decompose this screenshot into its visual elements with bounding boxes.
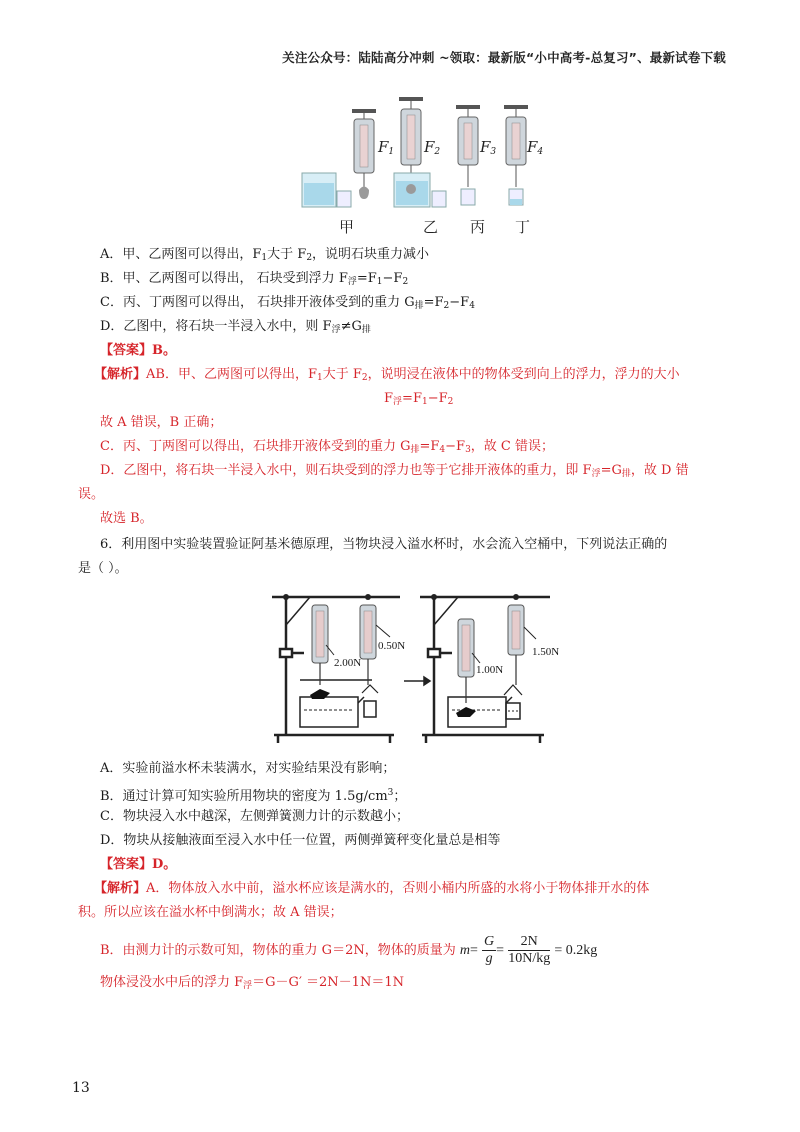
meter-label-f4: $F_4$ xyxy=(527,138,544,157)
apparatus-before xyxy=(272,597,400,743)
meter-label-f3: $F_3$ xyxy=(480,138,497,157)
q5-analysis-formula: $F_浮=F_1-F_2$ xyxy=(384,391,454,407)
q6-analysis-line-1: 【解析】A．物体放入水中前，溢水杯应该是满水的，否则小桶内所盛的水将小于物体排开水的体 xyxy=(94,881,650,896)
scale-bing xyxy=(456,105,480,205)
meter-label-f2: $F_2$ xyxy=(424,138,441,157)
q6-option-c: C．物块浸入水中越深，左侧弹簧测力计的示数越小； xyxy=(100,809,409,824)
q5-option-b: B．甲、乙两图可以得出， 石块受到浮力 $F_浮=F_1-F_2$ xyxy=(100,271,409,287)
q6-stem-line-1: 6．利用图中实验装置验证阿基米德原理，当物块浸入溢水杯时，水会流入空桶中，下列说法正确的 xyxy=(100,537,668,552)
apparatus-before-scales xyxy=(283,594,376,699)
page-header: 关注公众号：陆陆高分冲刺 ~领取：最新版“小中高考-总复习”、最新试卷下载 xyxy=(282,50,726,65)
fraction-g-over-g: $\frac{G}{g}$ xyxy=(484,934,495,966)
q5-analysis-line-6: 误。 xyxy=(78,487,105,502)
q6-analysis-line-3: B．由测力计的示数可知，物体的重力 G＝2N，物体的质量为 m= $\frac{G}{g}$ = $\frac{2N}{10N/kg}$ = 0.2kg xyxy=(100,934,598,966)
q6-option-a: A．实验前溢水杯未装满水，对实验结果没有影响； xyxy=(100,761,396,776)
q5-analysis-line-5: D．乙图中，将石块一半浸入水中，则石块受到的浮力也等于它排开液体的重力，即 $F_浮=G_排$，故 D 错 xyxy=(100,463,689,479)
q5-analysis-line-1: 【解析】AB．甲、乙两图可以得出，$F_1$大于 $F_2$，说明浸在液体中的物体受到向上的浮力，浮力的大小 xyxy=(94,367,680,383)
reading-1-50n: 1.50N xyxy=(532,646,560,658)
meter-label-f1: $F_1$ xyxy=(378,138,395,157)
scale-jia xyxy=(302,109,376,207)
q5-conclusion: 故选 B。 xyxy=(100,511,153,526)
q6-analysis-line-4: 物体浸没水中后的浮力 $F_浮=G-G' =2N-1N=1N$ xyxy=(100,975,404,991)
q5-option-a: A．甲、乙两图可以得出，$F_1$大于 $F_2$，说明石块重力减小 xyxy=(100,247,430,263)
figure-label-yi: 乙 xyxy=(423,218,439,236)
fraction-2n-over-10n: $\frac{2N}{10N/kg}$ xyxy=(508,934,551,966)
q6-option-d: D．物块从接触液面至浸入水中任一位置，两侧弹簧秤变化量总是相等 xyxy=(100,833,501,848)
q5-option-c: C．丙、丁两图可以得出， 石块排开液体受到的重力 $G_排=F_2-F_4$ xyxy=(100,295,475,311)
q6-answer: 【答案】D。 xyxy=(100,857,177,872)
archimedes-apparatus-figure xyxy=(264,585,574,750)
page-number: 13 xyxy=(72,1080,90,1096)
q5-analysis-line-3: 故 A 错误，B 正确； xyxy=(100,415,223,430)
figure-label-jia: 甲 xyxy=(339,218,355,236)
q5-option-d: D．乙图中，将石块一半浸入水中，则 $F_浮\ne G_排$ xyxy=(100,319,371,335)
scale-ding xyxy=(504,105,528,205)
q6-analysis-line-2: 积。所以应该在溢水杯中倒满水；故 A 错误； xyxy=(78,905,343,920)
q5-analysis-line-4: C．丙、丁两图可以得出，石块排开液体受到的重力 $G_排=F_4-F_3$，故 C 错误； xyxy=(100,439,555,455)
figure-label-bing: 丙 xyxy=(470,218,486,236)
reading-0-50n: 0.50N xyxy=(378,640,406,652)
q5-answer: 【答案】B。 xyxy=(100,343,176,358)
reading-2-00n: 2.00N xyxy=(334,657,362,669)
q6-option-b: B．通过计算可知实验所用物块的密度为 $1.5g/cm^3$； xyxy=(100,788,407,804)
reading-1-00n: 1.00N xyxy=(476,664,504,676)
q6-stem-line-2: 是（ ）。 xyxy=(78,561,128,576)
figure-label-ding: 丁 xyxy=(515,218,531,236)
transition-arrow xyxy=(404,677,430,685)
